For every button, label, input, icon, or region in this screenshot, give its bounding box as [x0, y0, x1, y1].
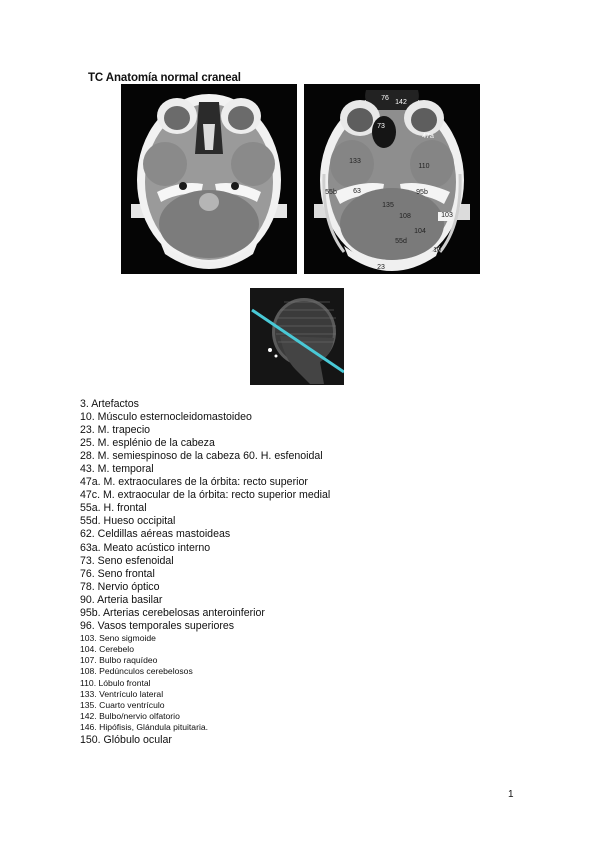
sagittal-scout-image — [250, 288, 344, 385]
legend-item: 96. Vasos temporales superiores — [80, 619, 235, 632]
anatomy-legend — [80, 398, 330, 747]
legend-item: 63a. Meato acústico interno — [80, 541, 211, 554]
scan-label: 55d — [395, 238, 407, 245]
legend-item: 142. Bulbo/nervio olfatorio — [80, 711, 180, 722]
legend-item: 55a. H. frontal — [80, 502, 147, 515]
legend-item: 78. Nervio óptico — [80, 580, 160, 593]
scan-label: 55b — [325, 189, 337, 196]
legend-item: 25. M. esplénio de la cabeza — [80, 437, 215, 450]
legend-item: 47a. M. extraoculares de la órbita: recto superior — [80, 476, 308, 489]
legend-item: 146. Hipófisis, Glándula pituitaria. — [80, 722, 209, 733]
legend-item: 43. M. temporal — [80, 463, 154, 476]
scan-label: 142 — [395, 99, 407, 106]
legend-item: 10. Músculo esternocleidomastoideo — [80, 411, 252, 424]
legend-item: 150. Glóbulo ocular — [80, 733, 172, 746]
legend-item: 103. Seno sigmoide — [80, 632, 156, 643]
page-number: 1 — [508, 789, 514, 800]
scan-label: 10 — [433, 247, 441, 254]
legend-item: 62. Celdillas aéreas mastoideas — [80, 528, 231, 541]
scan-label: 23 — [377, 264, 385, 271]
legend-item: 73. Seno esfenoidal — [80, 554, 174, 567]
scan-label: 103 — [441, 212, 453, 219]
scan-label: 73 — [377, 123, 385, 130]
scan-label: 63 — [353, 188, 361, 195]
legend-item: 76. Seno frontal — [80, 567, 155, 580]
page-title: TC Anatomía normal craneal — [88, 72, 241, 84]
scan-label: 104 — [414, 228, 426, 235]
legend-item: 90. Arteria basilar — [80, 593, 163, 606]
legend-item: 135. Cuarto ventrículo — [80, 700, 165, 711]
scan-label: 47a — [422, 133, 434, 140]
axial-ct-image — [121, 84, 297, 274]
legend-item: 108. Pedúnculos cerebelosos — [80, 666, 193, 677]
axial-ct-annotated-image — [304, 84, 480, 274]
scan-label: 135 — [382, 202, 394, 209]
scan-label: 95b — [416, 189, 428, 196]
legend-item: 28. M. semiespinoso de la cabeza 60. H. esfenoidal — [80, 450, 323, 463]
scan-label: 110 — [418, 163, 430, 170]
legend-item: 104. Cerebelo — [80, 644, 134, 655]
scan-label: 108 — [399, 213, 411, 220]
legend-item: 110. Lóbulo frontal — [80, 677, 151, 688]
legend-item: 55d. Hueso occipital — [80, 515, 176, 528]
legend-item: 95b. Arterias cerebelosas anteroinferior — [80, 606, 265, 619]
legend-item: 23. M. trapecio — [80, 424, 151, 437]
legend-item: 3. Artefactos — [80, 398, 139, 410]
scan-label: 76 — [381, 95, 389, 102]
legend-item: 107. Bulbo raquídeo — [80, 655, 158, 666]
legend-item: 133. Ventrículo lateral — [80, 688, 164, 699]
scan-label: 133 — [349, 158, 361, 165]
legend-item: 47c. M. extraocular de la órbita: recto superior medial — [80, 489, 331, 502]
